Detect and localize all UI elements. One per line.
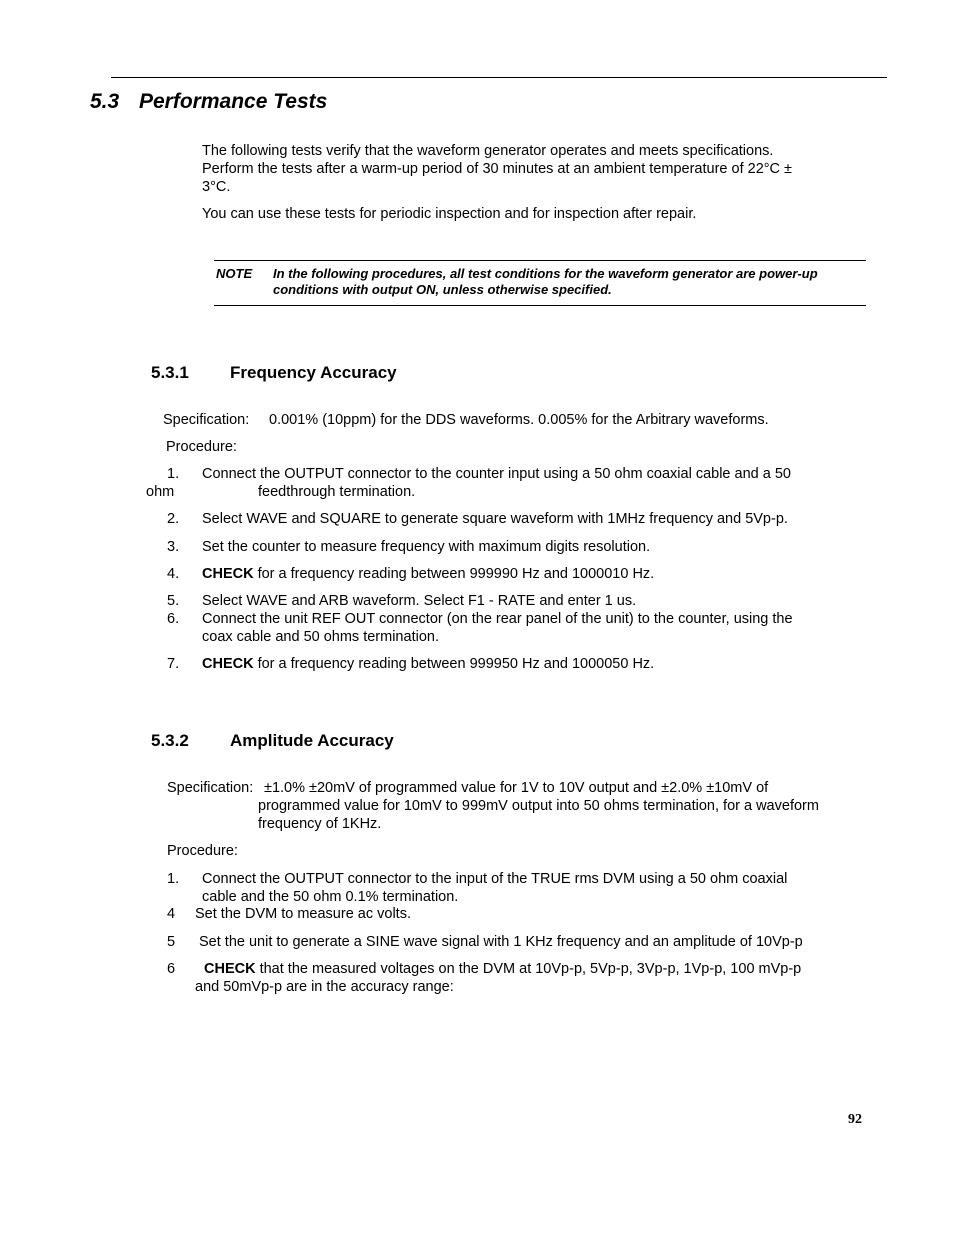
s531-step-6-line-2: coax cable and 50 ohms termination. <box>202 629 439 645</box>
s531-step-5-text: Select WAVE and ARB waveform. Select F1 - RATE and enter 1 us. <box>202 593 637 609</box>
s531-step-1-line-2: feedthrough termination. <box>258 484 416 500</box>
s531-step-3-text: Set the counter to measure frequency with maximum digits resolution. <box>202 539 651 555</box>
s531-step-2-text: Select WAVE and SQUARE to generate square waveform with 1MHz frequency and 5Vp-p. <box>202 511 788 527</box>
s532-step-5-num: 5 <box>167 934 176 950</box>
subsection-532-title: Amplitude Accuracy <box>230 731 394 750</box>
s531-step-7-text: for a frequency reading between 999950 Hz and 1000050 Hz. <box>253 656 655 672</box>
s531-step-4-num: 4. <box>167 566 180 582</box>
s532-step-5-text: Set the unit to generate a SINE wave signal with 1 KHz frequency and an amplitude of 10Vp-p <box>199 934 803 950</box>
check-keyword: CHECK <box>202 656 254 672</box>
s531-procedure-label: Procedure: <box>166 439 237 455</box>
section-title: Performance Tests <box>139 90 328 113</box>
s532-step-6-text: that the measured voltages on the DVM at 10Vp-p, 5Vp-p, 3Vp-p, 1Vp-p, 100 mVp-p <box>255 961 802 977</box>
subsection-531-number: 5.3.1 <box>151 363 189 382</box>
subsection-531-title: Frequency Accuracy <box>230 363 397 382</box>
s531-step-1-wrap-prefix: ohm <box>146 484 175 500</box>
s531-step-2-num: 2. <box>167 511 180 527</box>
s532-spec-line-1: ±1.0% ±20mV of programmed value for 1V to 10V output and ±2.0% ±10mV of <box>264 780 769 796</box>
s531-step-6-line-1: Connect the unit REF OUT connector (on the rear panel of the unit) to the counter, using the <box>202 611 793 627</box>
check-keyword: CHECK <box>202 566 254 582</box>
s532-spec-line-3: frequency of 1KHz. <box>258 816 382 832</box>
subsection-532-number: 5.3.2 <box>151 731 189 750</box>
s531-spec-text: 0.001% (10ppm) for the DDS waveforms. 0.005% for the Arbitrary waveforms. <box>269 412 769 428</box>
s532-spec-line-2: programmed value for 10mV to 999mV output into 50 ohms termination, for a waveform <box>258 798 819 814</box>
s532-step-6-num: 6 <box>167 961 176 977</box>
s531-step-1-num: 1. <box>167 466 180 482</box>
s531-step-3-num: 3. <box>167 539 180 555</box>
note-top-rule <box>214 260 866 261</box>
note-label: NOTE <box>216 266 253 281</box>
note-line-1: In the following procedures, all test conditions for the waveform generator are power-up <box>273 266 818 281</box>
s532-step-6-line-2: and 50mVp-p are in the accuracy range: <box>195 979 454 995</box>
section-number: 5.3 <box>90 90 120 113</box>
s532-step-1-num: 1. <box>167 871 180 887</box>
intro-paragraph-2: You can use these tests for periodic inspection and for inspection after repair. <box>202 206 697 222</box>
s532-spec-label: Specification: <box>167 780 254 796</box>
s532-step-1-line-2: cable and the 50 ohm 0.1% termination. <box>202 889 459 905</box>
s531-step-1-line-1: Connect the OUTPUT connector to the counter input using a 50 ohm coaxial cable and a 50 <box>202 466 791 482</box>
s532-step-4-text: Set the DVM to measure ac volts. <box>195 906 411 922</box>
s531-spec-label: Specification: <box>163 412 250 428</box>
intro-line-3: 3°C. <box>202 179 231 195</box>
s532-step-4-num: 4 <box>167 906 176 922</box>
s531-step-7 <box>202 655 654 673</box>
s531-step-4 <box>202 565 654 583</box>
s532-step-6-line-1 <box>204 960 801 978</box>
s531-step-6-num: 6. <box>167 611 180 627</box>
s532-procedure-label: Procedure: <box>167 843 238 859</box>
s531-step-5-num: 5. <box>167 593 180 609</box>
s531-step-7-num: 7. <box>167 656 180 672</box>
note-line-2: conditions with output ON, unless otherwise specified. <box>273 282 612 297</box>
note-bottom-rule <box>214 305 866 306</box>
s531-step-4-text: for a frequency reading between 999990 Hz and 1000010 Hz. <box>253 566 655 582</box>
check-keyword: CHECK <box>204 961 256 977</box>
intro-line-1: The following tests verify that the waveform generator operates and meets specifications. <box>202 143 774 159</box>
intro-line-2: Perform the tests after a warm-up period of 30 minutes at an ambient temperature of 22°C ± <box>202 161 793 177</box>
page-number: 92 <box>848 1112 862 1127</box>
top-rule <box>111 77 887 78</box>
s532-step-1-line-1: Connect the OUTPUT connector to the input of the TRUE rms DVM using a 50 ohm coaxial <box>202 871 788 887</box>
